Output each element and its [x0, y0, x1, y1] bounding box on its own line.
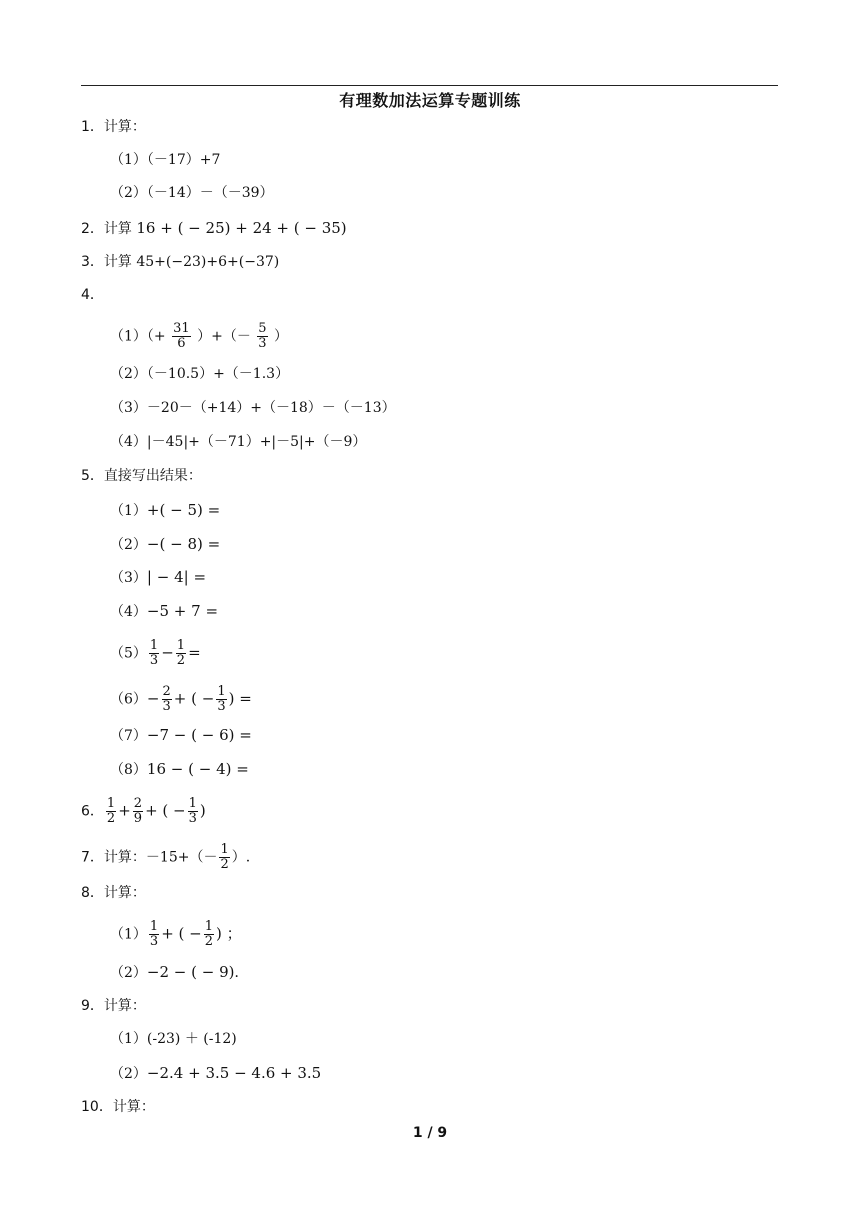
fraction — [188, 797, 198, 826]
question-8-part-1 — [110, 920, 242, 949]
question-number: 2． — [81, 221, 104, 237]
denominator: 3 — [162, 699, 171, 714]
question-text: 计算 45+(−23)+6+(−37) — [103, 254, 280, 270]
numerator: 5 — [258, 321, 267, 336]
question-5-item-1 — [110, 500, 220, 521]
math-expression: 16 + ( − 25) + 24 + ( − 35) — [136, 219, 347, 237]
operator: + — [118, 801, 131, 820]
question-5-item-2 — [110, 534, 220, 555]
numerator: 1 — [188, 796, 197, 811]
question-number: 5． — [81, 468, 104, 484]
denominator: 3 — [149, 653, 159, 668]
denominator: 3 — [217, 699, 226, 714]
question-text: 计算： — [103, 998, 146, 1014]
math-expression: −( − 8) = — [146, 535, 221, 553]
question-4-part-4: （4）|－45|+（－71）+|－5|+（－9） — [110, 434, 367, 450]
page-number: 1 / 9 — [412, 1125, 448, 1141]
fraction — [172, 322, 191, 351]
item-label: （4） — [110, 604, 147, 620]
question-1 — [81, 117, 146, 137]
question-5 — [81, 466, 202, 486]
denominator: 2 — [176, 653, 186, 668]
fraction — [106, 797, 116, 826]
question-5-item-6 — [110, 685, 252, 714]
question-5-item-7 — [110, 725, 252, 746]
question-number: 8． — [81, 885, 104, 901]
math-expression: −2.4 + 3.5 − 4.6 + 3.5 — [146, 1064, 322, 1082]
numerator: 1 — [204, 919, 214, 934]
math-expression: −7 − ( − 6) = — [146, 726, 252, 744]
denominator: 3 — [149, 934, 159, 949]
denominator: 9 — [133, 811, 143, 826]
question-4-part-1 — [110, 322, 288, 351]
question-6 — [81, 797, 206, 826]
fraction — [149, 920, 159, 949]
question-text: ）. — [231, 849, 251, 866]
question-5-item-3 — [110, 567, 206, 588]
question-number: 6． — [81, 803, 104, 820]
question-text: 计算 — [103, 221, 137, 237]
item-label: （2） — [110, 1066, 147, 1082]
question-text: 计算： — [103, 119, 146, 135]
math-expression: 16 − ( − 4) = — [146, 760, 249, 778]
denominator: 3 — [258, 336, 267, 351]
fraction — [257, 322, 267, 351]
question-5-item-8 — [110, 759, 249, 780]
numerator: 31 — [173, 321, 190, 336]
question-number: 1． — [81, 119, 104, 135]
question-8 — [81, 883, 146, 903]
item-label: （2） — [110, 537, 147, 553]
expr-text: （1）（+ — [110, 328, 166, 345]
question-5-item-4 — [110, 601, 218, 622]
question-3 — [81, 252, 279, 272]
item-label: （2） — [110, 965, 147, 981]
math-expression: ) = — [228, 689, 252, 708]
fraction — [219, 843, 229, 872]
math-expression: −2 − ( − 9) — [146, 963, 235, 981]
question-number: 4． — [81, 287, 104, 303]
math-expression: +( − 5) = — [146, 501, 221, 519]
header-rule — [81, 85, 778, 86]
expr-text: ）+（－ — [197, 328, 251, 345]
question-number: 3． — [81, 254, 104, 270]
question-7 — [81, 843, 250, 872]
math-expression: + ( − — [161, 924, 202, 943]
question-10 — [81, 1097, 155, 1117]
numerator: 1 — [149, 638, 159, 653]
question-4-part-2: （2）（－10.5）+（－1.3） — [110, 366, 290, 382]
numerator: 1 — [217, 684, 226, 699]
question-1-part-2: （2）（－14）－（－39） — [110, 185, 274, 201]
denominator: 2 — [106, 811, 116, 826]
numerator: 2 — [133, 796, 143, 811]
item-label: （6） — [110, 691, 147, 708]
math-expression: ) — [199, 801, 206, 820]
fraction — [216, 685, 226, 714]
question-9-part-2 — [110, 1063, 321, 1084]
math-expression: + ( − — [145, 801, 186, 820]
item-label: （1） — [110, 503, 147, 519]
page-title: 有理数加法运算专题训练 — [339, 91, 521, 110]
expr-text: ） — [274, 328, 289, 345]
item-label: （7） — [110, 728, 147, 744]
question-2 — [81, 218, 347, 239]
math-expression: ) ； — [216, 924, 242, 943]
denominator: 2 — [204, 934, 214, 949]
punctuation: ． — [234, 965, 249, 981]
numerator: 1 — [220, 842, 229, 857]
item-label: （1） — [110, 926, 147, 943]
denominator: 6 — [177, 336, 186, 351]
item-label: （8） — [110, 762, 147, 778]
fraction — [204, 920, 214, 949]
operator: = — [188, 643, 201, 662]
numerator: 1 — [149, 919, 159, 934]
fraction — [176, 639, 186, 668]
question-4-part-3: （3）－20－（+14）+（－18）－（－13） — [110, 400, 396, 416]
question-4 — [81, 285, 104, 305]
math-expression: −5 + 7 = — [146, 602, 219, 620]
fraction — [149, 639, 159, 668]
fraction — [133, 797, 143, 826]
question-1-part-1: （1）（－17）+7 — [110, 152, 221, 168]
item-label: （5） — [110, 645, 147, 662]
operator: − — [161, 643, 174, 662]
numerator: 1 — [176, 638, 186, 653]
question-9 — [81, 996, 146, 1016]
fraction — [162, 685, 172, 714]
question-text: 计算： — [112, 1099, 155, 1115]
question-text: 计算：－15+（－ — [103, 849, 218, 866]
math-expression: + ( − — [173, 689, 215, 708]
denominator: 3 — [188, 811, 197, 826]
math-expression: | − 4| = — [146, 568, 207, 586]
question-9-part-1: （1）(-23) ＋ (-12) — [110, 1031, 237, 1047]
operator: − — [146, 689, 160, 708]
question-8-part-2 — [110, 962, 249, 983]
numerator: 1 — [106, 796, 116, 811]
question-text: 计算： — [103, 885, 146, 901]
question-number: 7． — [81, 849, 104, 866]
item-label: （3） — [110, 570, 147, 586]
numerator: 2 — [162, 684, 171, 699]
question-number: 10． — [81, 1099, 113, 1115]
question-text: 直接写出结果： — [103, 468, 202, 484]
question-5-item-5 — [110, 639, 201, 668]
question-number: 9． — [81, 998, 104, 1014]
denominator: 2 — [220, 857, 229, 872]
